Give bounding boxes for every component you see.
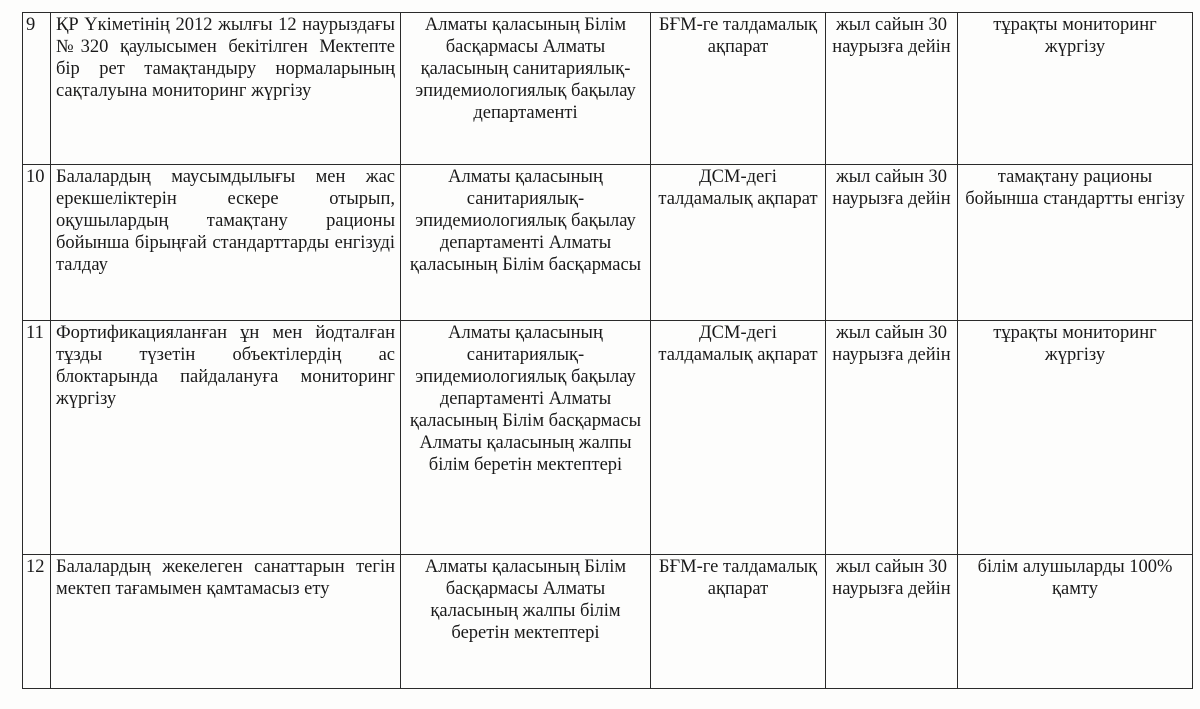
task-cell: ҚР Үкіметінің 2012 жылғы 12 наурыздағы №320 қаулысымен бекітілген Мектепте бір рет тамақтандыру нормаларының сақталуына мониторинг жүргізу bbox=[51, 13, 401, 165]
deadline-cell: жыл сайын 30 наурызға дейін bbox=[826, 555, 958, 689]
deadline-cell: жыл сайын 30 наурызға дейін bbox=[826, 165, 958, 321]
expected-result-cell: тамақтану рационы бойынша стандартты енгізу bbox=[958, 165, 1193, 321]
completion-form-cell: ДСМ-дегі талдамалық ақпарат bbox=[651, 321, 826, 555]
deadline-cell: жыл сайын 30 наурызға дейін bbox=[826, 13, 958, 165]
row-number: 10 bbox=[23, 165, 51, 321]
task-cell: Балалардың маусымдылығы мен жас ерекшеліктерін ескере отырып, оқушылардың тамақтану рационы бойынша бірыңғай стандарттарды енгізуді талдау bbox=[51, 165, 401, 321]
row-number: 12 bbox=[23, 555, 51, 689]
expected-result-cell: білім алушыларды 100% қамту bbox=[958, 555, 1193, 689]
table-row bbox=[23, 321, 1193, 555]
completion-form-cell: БҒМ-ге талдамалық ақпарат bbox=[651, 13, 826, 165]
completion-form-cell: БҒМ-ге талдамалық ақпарат bbox=[651, 555, 826, 689]
table-row bbox=[23, 165, 1193, 321]
expected-result-cell: тұрақты мониторинг жүргізу bbox=[958, 321, 1193, 555]
responsible-cell: Алматы қаласының Білім басқармасы Алматы қаласының санитариялық-эпидемиологиялық бақылау департаменті bbox=[401, 13, 651, 165]
completion-form-cell: ДСМ-дегі талдамалық ақпарат bbox=[651, 165, 826, 321]
row-number: 11 bbox=[23, 321, 51, 555]
table-row bbox=[23, 555, 1193, 689]
task-cell: Фортификацияланған ұн мен йодталған тұзды түзетін объектілердің ас блоктарында пайдалануға мониторинг жүргізу bbox=[51, 321, 401, 555]
row-number: 9 bbox=[23, 13, 51, 165]
table-row bbox=[23, 13, 1193, 165]
expected-result-cell: тұрақты мониторинг жүргізу bbox=[958, 13, 1193, 165]
responsible-cell: Алматы қаласының Білім басқармасы Алматы қаласының жалпы білім беретін мектептері bbox=[401, 555, 651, 689]
task-cell: Балалардың жекелеген санаттарын тегін мектеп тағамымен қамтамасыз ету bbox=[51, 555, 401, 689]
responsible-cell: Алматы қаласының санитариялық-эпидемиологиялық бақылау департаменті Алматы қаласының Білім басқармасы Алматы қаласының жалпы білім беретін мектептері bbox=[401, 321, 651, 555]
action-plan-table bbox=[22, 12, 1193, 689]
deadline-cell: жыл сайын 30 наурызға дейін bbox=[826, 321, 958, 555]
responsible-cell: Алматы қаласының санитариялық-эпидемиологиялық бақылау департаменті Алматы қаласының Білім басқармасы bbox=[401, 165, 651, 321]
